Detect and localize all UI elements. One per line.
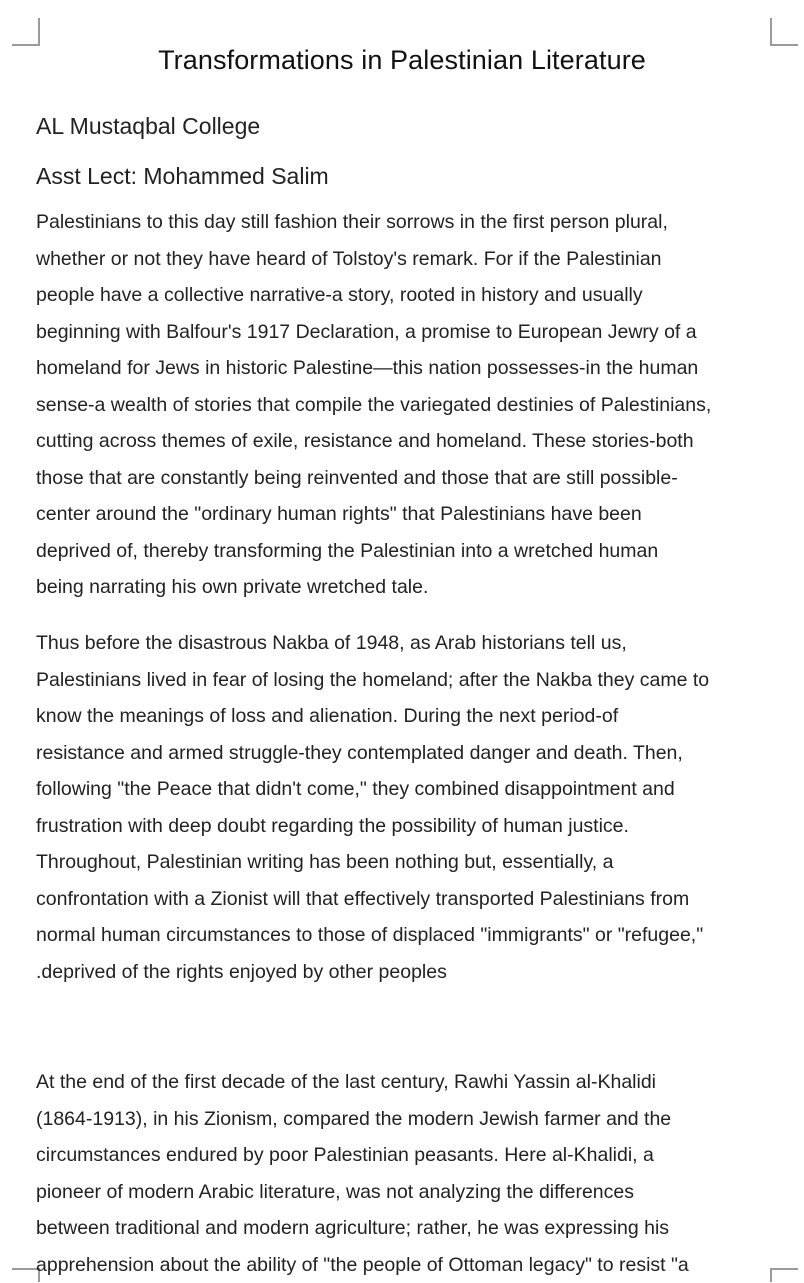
paragraph-1 [36, 204, 786, 606]
paragraph-line: deprived of, thereby transforming the Palestinian into a wretched human [36, 533, 786, 570]
paragraph-line: frustration with deep doubt regarding the possibility of human justice. [36, 808, 786, 845]
paragraph-line: sense-a wealth of stories that compile the variegated destinies of Palestinians, [36, 387, 786, 424]
paragraph-line: Palestinians lived in fear of losing the homeland; after the Nakba they came to [36, 662, 786, 699]
paragraph-line: people have a collective narrative-a story, rooted in history and usually [36, 277, 786, 314]
paragraph-line: Thus before the disastrous Nakba of 1948, as Arab historians tell us, [36, 625, 786, 662]
paragraph-line: know the meanings of loss and alienation. During the next period-of [36, 698, 786, 735]
paragraph-line: beginning with Balfour's 1917 Declaration, a promise to European Jewry of a [36, 314, 786, 351]
paragraph-line: between traditional and modern agriculture; rather, he was expressing his [36, 1210, 786, 1247]
paragraph-2 [36, 625, 786, 990]
paragraph-line: following "the Peace that didn't come," they combined disappointment and [36, 771, 786, 808]
paragraph-line: Palestinians to this day still fashion their sorrows in the first person plural, [36, 204, 786, 241]
paragraph-line: resistance and armed struggle-they contemplated danger and death. Then, [36, 735, 786, 772]
paragraph-line: homeland for Jews in historic Palestine—this nation possesses-in the human [36, 350, 786, 387]
college-name: AL Mustaqbal College [36, 110, 260, 142]
paragraph-line: pioneer of modern Arabic literature, was not analyzing the differences [36, 1174, 786, 1211]
paragraph-line: those that are constantly being reinvented and those that are still possible- [36, 460, 786, 497]
paragraph-3 [36, 1064, 786, 1283]
paragraph-line: cutting across themes of exile, resistance and homeland. These stories-both [36, 423, 786, 460]
paragraph-line: confrontation with a Zionist will that effectively transported Palestinians from [36, 881, 786, 918]
paragraph-line: circumstances endured by poor Palestinian peasants. Here al-Khalidi, a [36, 1137, 786, 1174]
paragraph-line: center around the "ordinary human rights" that Palestinians have been [36, 496, 786, 533]
author-line: Asst Lect: Mohammed Salim [36, 160, 329, 192]
paragraph-line: (1864-1913), in his Zionism, compared the modern Jewish farmer and the [36, 1101, 786, 1138]
document-title: Transformations in Palestinian Literature [0, 40, 804, 80]
paragraph-line: At the end of the first decade of the last century, Rawhi Yassin al-Khalidi [36, 1064, 786, 1101]
paragraph-line: apprehension about the ability of "the people of Ottoman legacy" to resist "a [36, 1247, 786, 1283]
paragraph-line: being narrating his own private wretched tale. [36, 569, 786, 606]
paragraph-line: Throughout, Palestinian writing has been nothing but, essentially, a [36, 844, 786, 881]
paragraph-line: whether or not they have heard of Tolstoy's remark. For if the Palestinian [36, 241, 786, 278]
paragraph-line: normal human circumstances to those of displaced "immigrants" or "refugee," [36, 917, 786, 954]
paragraph-line: .deprived of the rights enjoyed by other peoples [36, 954, 786, 991]
